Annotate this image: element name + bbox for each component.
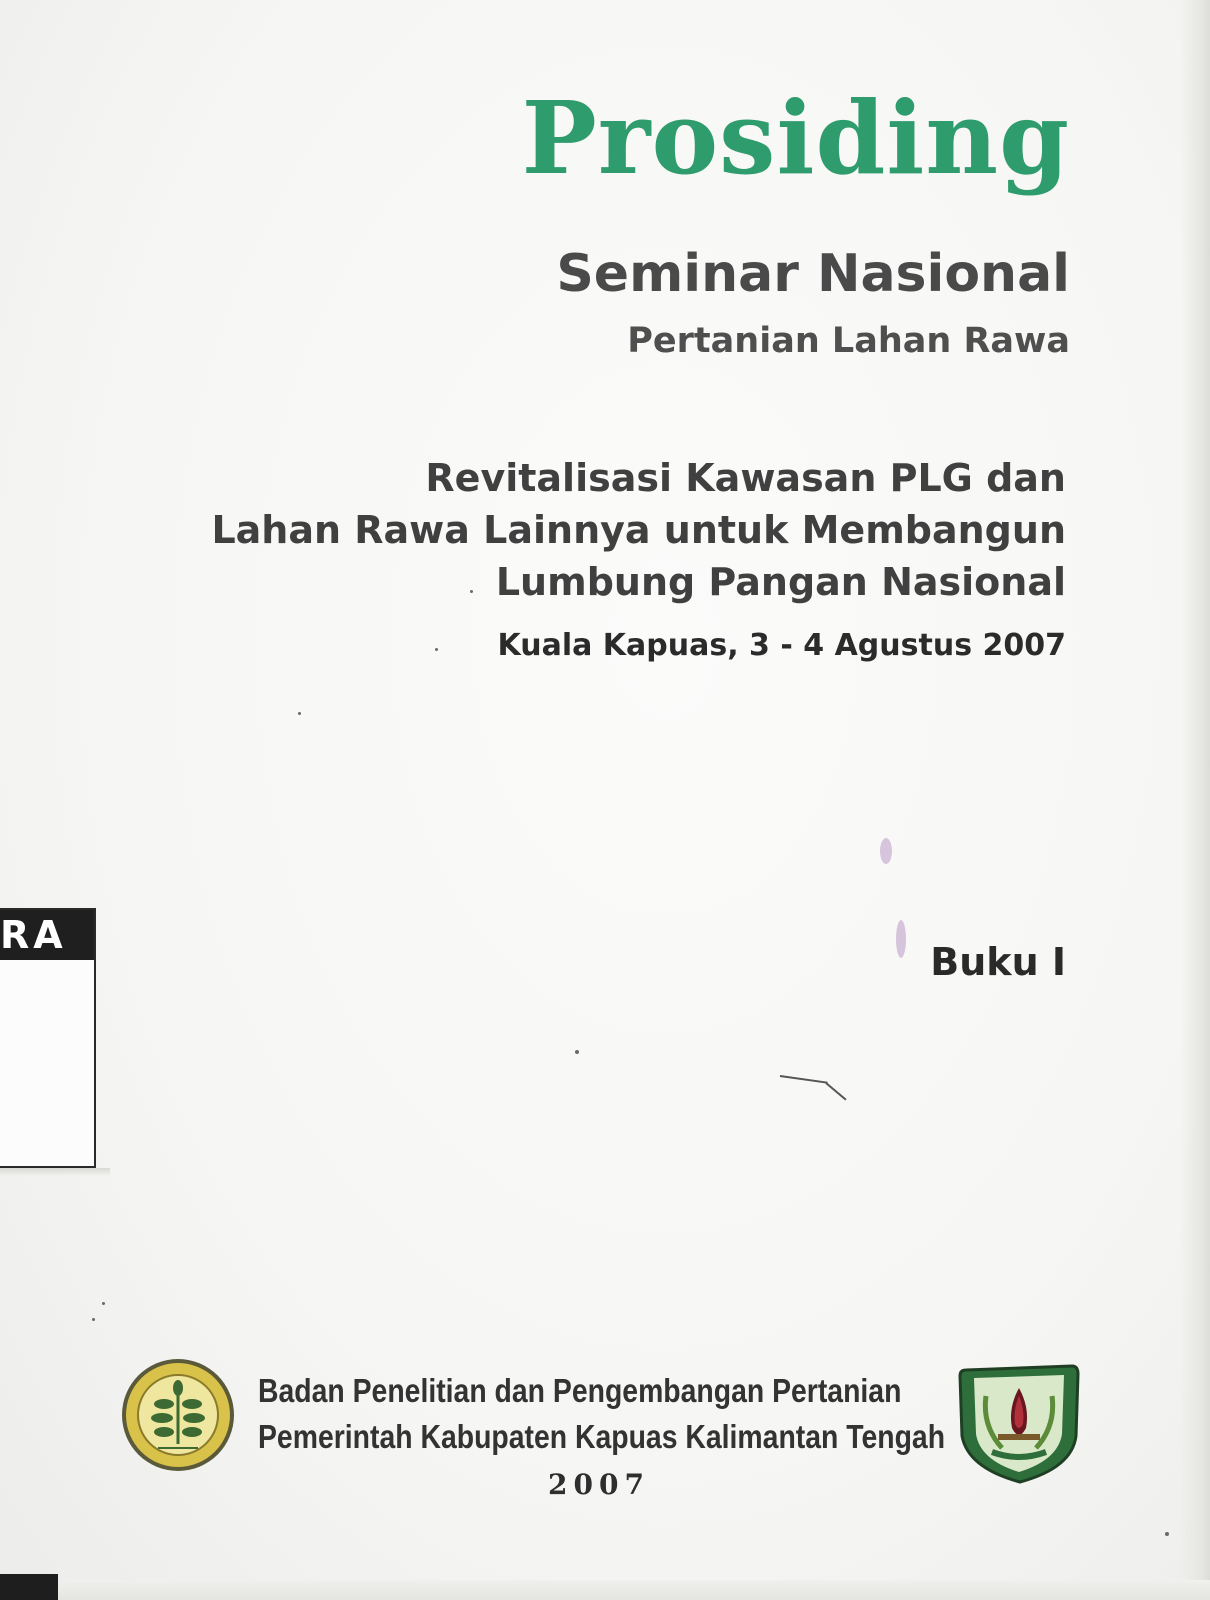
scan-speck: [92, 1318, 95, 1321]
scan-speck: [102, 1302, 105, 1305]
theme-line: Lumbung Pangan Nasional: [495, 560, 1066, 604]
scan-scratch: [780, 1075, 828, 1084]
scan-scratch: [825, 1082, 846, 1100]
scan-speck: [435, 648, 438, 651]
theme-line: Lahan Rawa Lainnya untuk Membangun: [211, 508, 1066, 552]
scan-speck: [470, 590, 473, 593]
scan-speck: [1165, 1532, 1169, 1536]
volume-label: Buku I: [930, 940, 1066, 984]
ink-stain: [880, 838, 892, 864]
publisher-line: Badan Penelitian dan Pengembangan Pertanian: [258, 1372, 902, 1409]
scan-speck: [298, 712, 301, 715]
event-name: Seminar Nasional: [556, 244, 1070, 304]
agricultural-research-agency-emblem-icon: [118, 1356, 238, 1474]
cover-title: Prosiding: [521, 79, 1070, 197]
library-label-header: RA: [0, 910, 94, 960]
publisher-block: [258, 1368, 946, 1460]
publication-year: 2007: [548, 1468, 650, 1501]
label-shadow: [0, 1168, 110, 1176]
library-call-number-label: [0, 908, 96, 1168]
scan-speck: [575, 1050, 579, 1054]
theme-line: Revitalisasi Kawasan PLG dan: [425, 456, 1066, 500]
ink-stain: [896, 920, 906, 958]
binding-corner: [0, 1574, 58, 1600]
place-and-date: Kuala Kapuas, 3 - 4 Agustus 2007: [497, 628, 1066, 663]
publisher-line: Pemerintah Kabupaten Kapuas Kalimantan Tengah: [258, 1418, 946, 1455]
kapuas-regency-shield-emblem-icon: [952, 1356, 1086, 1486]
page-edge-shadow: [1180, 0, 1210, 1600]
seminar-theme: [211, 452, 1066, 608]
event-subtitle: Pertanian Lahan Rawa: [627, 321, 1070, 361]
page-bottom-edge: [0, 1580, 1210, 1600]
